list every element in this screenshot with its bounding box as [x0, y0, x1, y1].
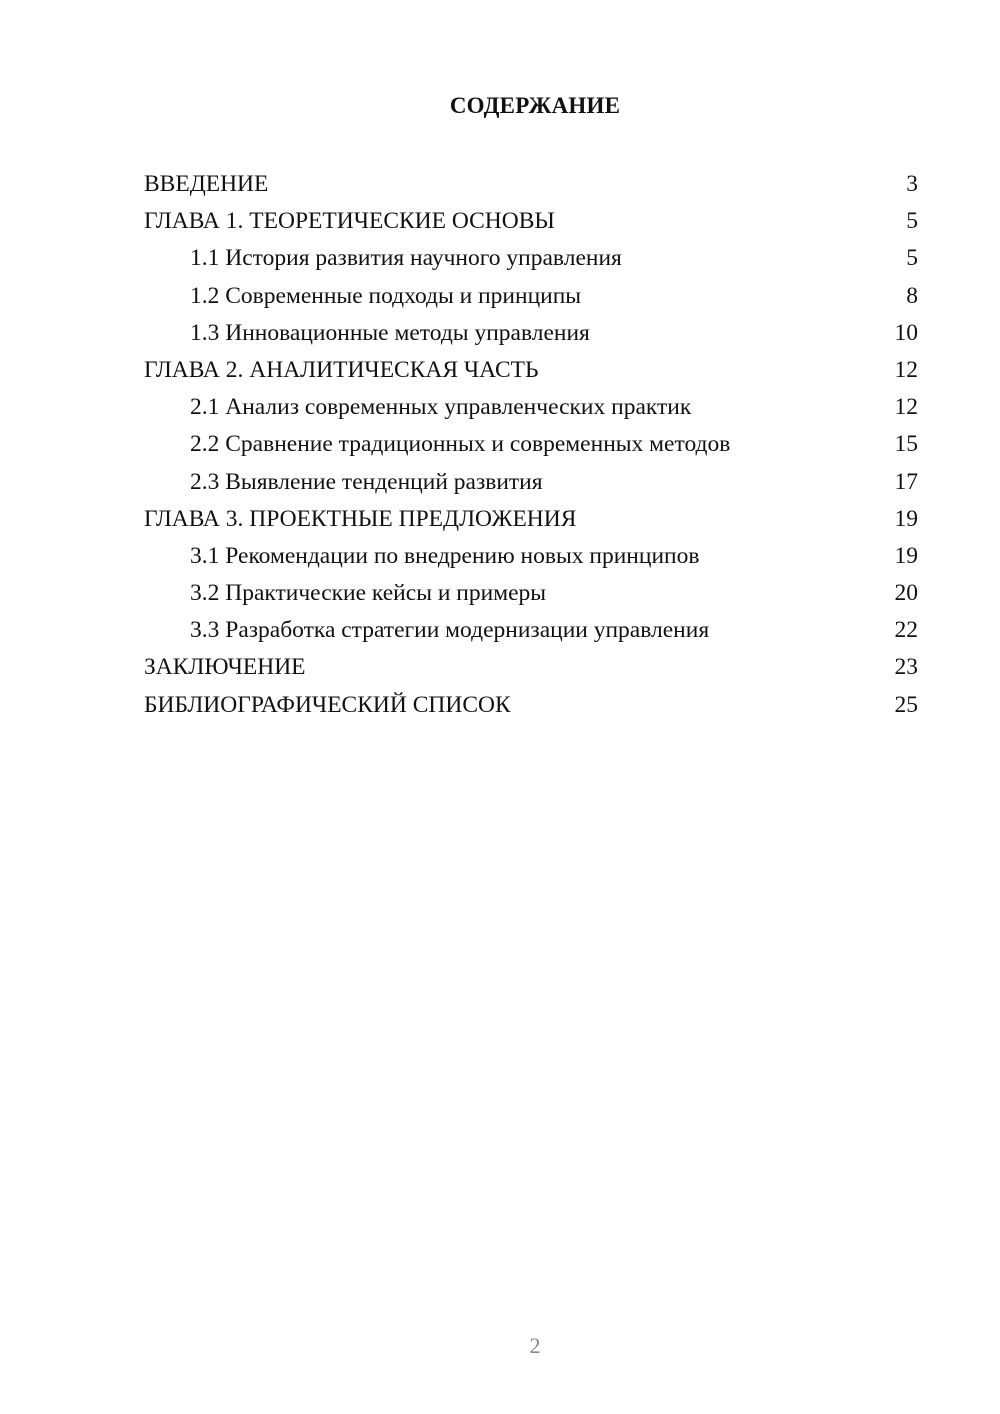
toc-entry [144, 575, 918, 612]
toc-entry-label: 3.2 Практические кейсы и примеры [190, 580, 547, 607]
toc-entry-page: 17 [894, 468, 918, 495]
toc-entry [144, 389, 918, 426]
toc-entry [144, 352, 918, 389]
toc-entry-label: ГЛАВА 2. АНАЛИТИЧЕСКАЯ ЧАСТЬ [144, 356, 539, 383]
toc-entry-page: 25 [894, 691, 918, 718]
toc-entry-label: ГЛАВА 1. ТЕОРЕТИЧЕСКИЕ ОСНОВЫ [144, 208, 555, 235]
toc-entry-label: ГЛАВА 3. ПРОЕКТНЫЕ ПРЕДЛОЖЕНИЯ [144, 505, 577, 532]
toc-entry [144, 203, 918, 240]
toc-entry-page: 12 [894, 394, 918, 421]
toc-entry-label: 2.1 Анализ современных управленческих практик [190, 394, 692, 421]
toc-entry [144, 464, 918, 501]
toc-entry-label: 3.1 Рекомендации по внедрению новых принципов [190, 542, 700, 569]
toc-entry [144, 166, 918, 203]
page-number: 2 [529, 1333, 541, 1358]
toc-entry-label: 1.3 Инновационные методы управления [190, 319, 590, 346]
toc-entry [144, 612, 918, 649]
toc-entry-label: ВВЕДЕНИЕ [144, 171, 269, 197]
toc-entry [144, 538, 918, 575]
page-title: СОДЕРЖАНИЕ [449, 93, 621, 118]
toc-entry-page: 8 [906, 282, 918, 309]
toc-entry-label: ЗАКЛЮЧЕНИЕ [144, 654, 306, 681]
toc-entry-page: 15 [894, 431, 918, 458]
toc-entry [144, 315, 918, 352]
toc-entry [144, 501, 918, 538]
toc-entry-label: БИБЛИОГРАФИЧЕСКИЙ СПИСОК [144, 691, 511, 718]
toc-entry-page: 19 [894, 505, 918, 532]
toc-entry-page: 5 [906, 208, 918, 235]
toc-entry-label: 3.3 Разработка стратегии модернизации управления [190, 617, 710, 644]
toc-entry-page: 3 [906, 171, 918, 197]
toc-entry [144, 278, 918, 315]
toc-entry [144, 687, 918, 724]
toc-entry-label: 1.1 История развития научного управления [190, 245, 622, 272]
toc-entry [144, 649, 918, 686]
toc-entry-page: 12 [894, 356, 918, 383]
toc-entry-page: 19 [894, 542, 918, 569]
toc-entry-page: 23 [894, 654, 918, 681]
toc-entry [144, 240, 918, 277]
toc-entry-label: 2.2 Сравнение традиционных и современных методов [190, 431, 731, 458]
toc-entry-label: 2.3 Выявление тенденций развития [190, 468, 543, 495]
toc-entry-page: 22 [894, 617, 918, 644]
toc-entry-label: 1.2 Современные подходы и принципы [190, 282, 582, 309]
toc-entry-page: 10 [894, 319, 918, 346]
toc-entry [144, 426, 918, 463]
toc-entry-page: 5 [906, 245, 918, 272]
table-of-contents [144, 166, 918, 724]
toc-entry-page: 20 [894, 580, 918, 607]
